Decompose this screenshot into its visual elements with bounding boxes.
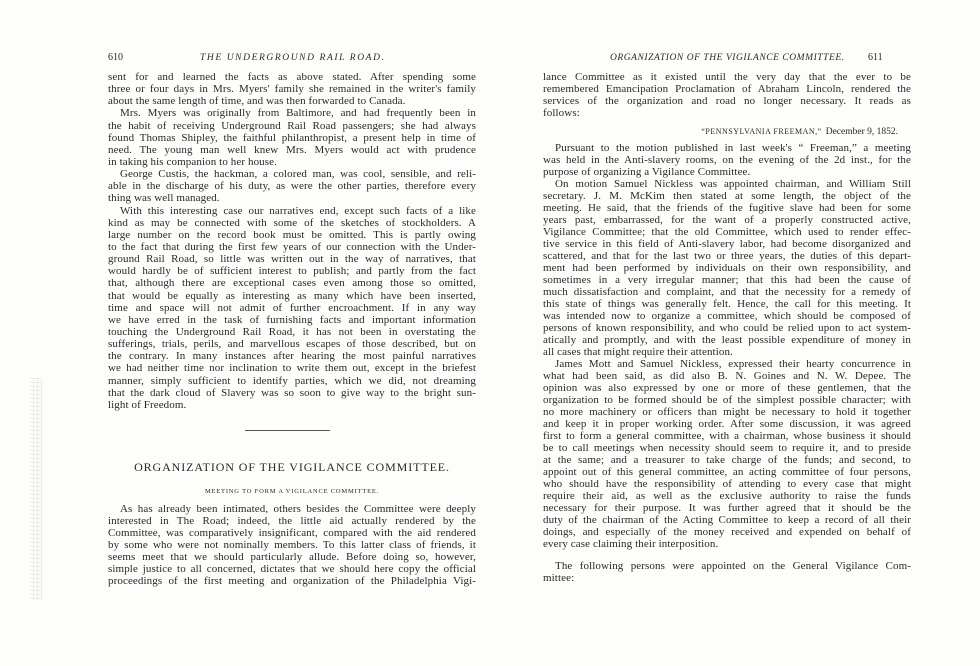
text-line: in taking his companion to her house. (108, 155, 277, 168)
running-head: THE UNDERGROUND RAIL ROAD. (200, 53, 386, 63)
newspaper-citation (543, 124, 898, 138)
text-line: Pursuant to the motion published in last week's “ Freeman,” a meeting (555, 142, 911, 154)
text-line: years past, embarrassed, for the want of a properly constructed active, (543, 214, 911, 226)
text-line: George Custis, the hackman, a colored man, was cool, sensible, and reli- (120, 168, 476, 181)
text-line: James Mott and Samuel Nickless, expressed their hearty concurrence in (555, 358, 911, 370)
text-line: ground Rail Road, so little was written out in the way of narratives, that (108, 253, 476, 266)
text-line: sometimes in a very irregular manner; that this had been the cause of (543, 274, 911, 286)
text-line: lance Committee as it existed until the very day that the ever to be (543, 71, 911, 83)
citation-source: “PENNSYLVANIA FREEMAN,” (701, 127, 822, 136)
text-line: With this interesting case our narratives end, except such facts of a like (120, 204, 476, 217)
paragraph (543, 358, 911, 550)
text-line: no more machinery or officers than might be necessary to hold it together (543, 406, 911, 418)
text-line: Mrs. Myers was originally from Baltimore, and had frequently been in (120, 107, 476, 120)
text-line: doings, and especially of the money received and expended on behalf of (543, 526, 911, 538)
paragraph (108, 205, 476, 411)
text-line: services of the organization and road no longer necessary. It reads as (543, 95, 911, 107)
text-line: be to call meetings when necessity should seem to require it, and to preside (543, 442, 911, 454)
section-subheading: MEETING TO FORM A VIGILANCE COMMITTEE. (204, 488, 380, 495)
text-line: On motion Samuel Nickless was appointed chairman, and William Still (555, 178, 911, 190)
text-line: light of Freedom. (108, 398, 187, 411)
paragraph (108, 503, 476, 587)
text-line: that the dark cloud of Slavery was so soon to give way to the bright sun- (108, 386, 476, 399)
text-line: ment had been performed by individuals on their own responsibility, and (543, 262, 911, 274)
paragraph (543, 142, 911, 178)
page-number: 611 (868, 52, 883, 63)
text-line: organization to be formed should be of the simplest possible character; with (543, 394, 911, 406)
text-line: opinion was also expressed by one or more of these gentlemen, that the (543, 382, 911, 394)
paragraph (108, 71, 476, 107)
text-line: that, although there are exceptional cases even among those so omitted, (108, 277, 476, 290)
paragraph (543, 178, 911, 358)
text-line: meeting. He said, that the friends of the fugitive slave had been for some (543, 202, 911, 214)
text-line: about the same length of time, and was then forwarded to Canada. (108, 95, 406, 108)
text-line: able in the discharge of his duty, as were the other parties, therefore every (108, 180, 476, 193)
text-line: this state of things was generally felt. Hence, the call for this meeting. It (543, 298, 911, 310)
text-line: seems meet that we should particularly allude. Before doing so, however, (108, 551, 476, 563)
text-line: interested in The Road; indeed, the little aid actually rendered by the (108, 515, 476, 527)
text-line: secretary. J. M. McKim then stated at some length, the object of the (543, 190, 911, 202)
text-line: to the fact that during the first few years of our connection with the Under- (108, 240, 476, 253)
text-line: scattered, and that for the last two or three years, the duties of this depart- (543, 250, 911, 262)
text-line: was held in the Anti-slavery rooms, on the evening of the 2d inst., for the (543, 154, 911, 166)
text-line: we had neither time nor inclination to write them out, except in the briefest (108, 362, 476, 375)
text-line: first to form a general committee, with a chairman, whose business it should (543, 430, 911, 442)
text-line: manner, simply sufficient to identify parties, which we did, not dreaming (108, 374, 476, 387)
section-body-text (108, 503, 476, 587)
text-line: simple justice to all concerned, dictates that we should here copy the official (108, 563, 476, 575)
text-line: kind as may be connected with some of the sketches of stockholders. A (108, 216, 476, 229)
text-line: sent for and learned the facts as above stated. After spending some (108, 71, 476, 83)
body-text (543, 71, 911, 119)
text-line: appoint out of this general committee, an acting committee of four persons, (543, 466, 911, 478)
text-line: large number on the record book must be omitted. This is partly owing (108, 228, 476, 241)
text-line: As has already been intimated, others besides the Committee were deeply (120, 503, 476, 515)
text-line: time and space will not admit of further encroachment. If in any way (108, 301, 476, 314)
text-line: was intended now to organize a committee, which should be composed of (543, 310, 911, 322)
section-heading: ORGANIZATION OF THE VIGILANCE COMMITTEE. (134, 460, 450, 474)
text-line: the contrary. In many instances after hearing the most painful narratives (108, 350, 476, 363)
paragraph (108, 168, 476, 204)
text-line: thing was well managed. (108, 192, 220, 205)
paragraph (108, 107, 476, 168)
text-line: at the same; and a treasurer to take charge of the funds; and second, to (543, 454, 911, 466)
text-line: remembered Emancipation Proclamation of Abraham Lincoln, rendered the (543, 83, 911, 95)
text-line: found Thomas Shipley, the faithful philanthropist, a present help in time of (108, 131, 476, 144)
page-number: 610 (108, 52, 123, 63)
text-line: proceedings of the first meeting and organization of the Philadelphia Vigi- (108, 575, 476, 587)
text-line: necessary for their purpose. It was further agreed that it should be the (543, 502, 911, 514)
text-line: all cases that might require their attention. (543, 346, 733, 358)
text-line: purpose of organizing a Vigilance Committee. (543, 166, 751, 178)
text-line: persons of known responsibility, and who could be relied upon to act system- (543, 322, 911, 334)
text-line: by some who were not nominally members. To this latter class of friends, it (108, 539, 476, 551)
text-line: every case claiming their interposition. (543, 538, 719, 550)
text-line: The following persons were appointed on the General Vigilance Com- (555, 560, 911, 572)
text-line: would hardly be of sufficient interest to publish; and partly from the fact (108, 265, 476, 278)
quoted-proceedings (543, 142, 911, 584)
paragraph (543, 71, 911, 119)
text-line: duty of the chairman of the Acting Committee to keep a record of all their (543, 514, 911, 526)
citation-date: December 9, 1852. (825, 127, 898, 137)
running-head: ORGANIZATION OF THE VIGILANCE COMMITTEE. (610, 53, 845, 63)
text-line: tive service in this field of Anti-slavery labor, had become disorganized and (543, 238, 911, 250)
text-line: the habit of receiving Underground Rail Road passengers; she had always (108, 119, 476, 132)
text-line: Vigilance Committee; that the old Committee, which used to render effec- (543, 226, 911, 238)
text-line: three or four days in Mrs. Myers' family she remained in the writer's family (108, 83, 476, 96)
text-line: what had been said, as did also B. N. Goines and N. W. Depee. The (543, 370, 911, 382)
text-line: we have erred in the task of furnishing facts and important information (108, 313, 476, 326)
text-line: mittee: (543, 572, 575, 584)
right-page (490, 0, 980, 666)
text-line: Committee, was comparatively insignificant, compared with the aid rendered (108, 527, 476, 539)
text-line: require their aid, as well as the exclusive authority to raise the funds (543, 490, 911, 502)
text-line: atically and promptly, and with the least possible expenditure of money in (543, 334, 911, 346)
body-text (108, 71, 476, 411)
text-line: who should have the responsibility of attending to every case that might (543, 478, 911, 490)
text-line: much dissatisfaction and complaint, and that the necessity for a remedy of (543, 286, 911, 298)
text-line: sufferings, trials, perils, and marvellous escapes of those described, but on (108, 338, 476, 351)
text-line: and keep it in proper working order. After some discussion, it was agreed (543, 418, 911, 430)
scan-noise (30, 378, 42, 600)
section-divider (245, 430, 330, 431)
text-line: that would be equally as interesting as many which have been inserted, (108, 289, 476, 302)
text-line: follows: (543, 107, 580, 119)
text-line: touching the Underground Rail Road, it has not been in overstating the (108, 325, 476, 338)
paragraph (543, 560, 911, 584)
text-line: need. The young man well knew Mrs. Myers would act with prudence (108, 143, 476, 156)
